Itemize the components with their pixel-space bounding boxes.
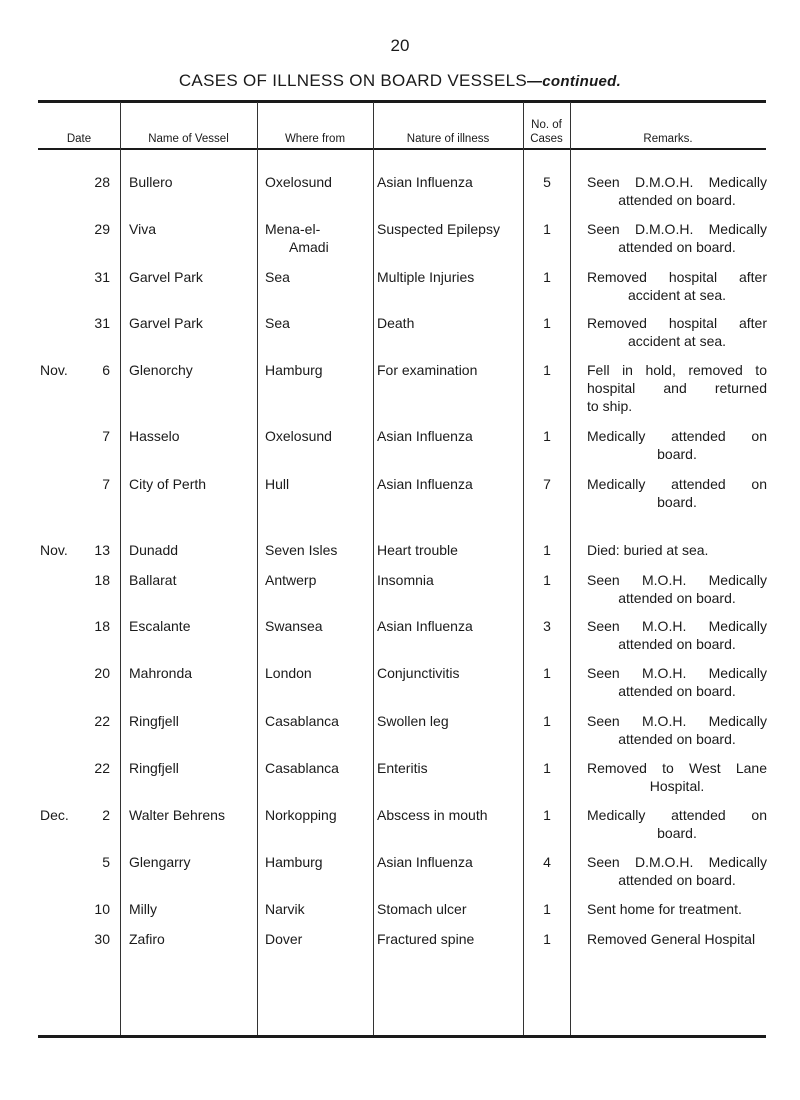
where-from-text: Swansea [265,618,323,634]
vessel-name-text: Glenorchy [129,362,193,378]
remarks-line: Medically attended on [587,428,767,444]
vessel-name-text: Garvel Park [129,269,203,285]
illness [377,173,527,191]
illness-text: Asian Influenza [377,854,473,870]
where-from [265,541,375,559]
column-divider [120,102,121,1035]
remarks [587,930,767,948]
vessel-name [129,571,255,589]
vessel-name [129,664,255,682]
illness [377,930,527,948]
where-from-text: London [265,665,312,681]
remarks [587,664,767,700]
remarks [587,806,767,842]
header-cases-line2: Cases [530,133,563,145]
vessel-name-text: Dunadd [129,542,179,558]
remarks-line: Removed hospital after [587,269,767,285]
header-illness: Nature of illness [406,133,490,145]
vessel-name [129,712,255,730]
remarks [587,541,767,559]
vessel-name-text: Walter Behrens [129,807,225,823]
case-count: 5 [543,174,551,190]
where-from [265,173,375,191]
illness-text: Heart trouble [377,542,458,558]
illness-text: Death [377,315,415,331]
date-month: Dec. [40,807,69,823]
remarks [587,268,767,304]
where-from-text: Dover [265,931,303,947]
vessel-name-text: Ringfjell [129,713,179,729]
illness [377,759,527,777]
remarks-line: attended on board. [618,590,736,606]
remarks-line: Seen M.O.H. Medically [587,572,767,588]
remarks-line: attended on board. [618,239,736,255]
column-divider [523,102,524,1035]
where-from [265,361,375,379]
vessel-name-text: Bullero [129,174,173,190]
case-count: 1 [543,315,551,331]
header-cases [523,106,570,146]
case-count: 1 [543,269,551,285]
illness-text: Multiple Injuries [377,269,475,285]
page-title [0,71,800,91]
vessel-name [129,806,255,824]
date-day: 28 [94,174,110,190]
where-from [265,617,375,635]
where-from-text: Oxelosund [265,174,332,190]
vessel-name [129,930,255,948]
remarks-line: Removed to West Lane [587,760,767,776]
case-count: 1 [543,807,551,823]
illness [377,314,527,332]
where-from-text: Antwerp [265,572,317,588]
vessel-name [129,427,255,445]
vessel-name-text: Escalante [129,618,191,634]
illness [377,617,527,635]
remarks [587,427,767,463]
vessel-name [129,759,255,777]
vessel-name [129,173,255,191]
case-count: 1 [543,362,551,378]
date-month: Nov. [40,362,68,378]
where-from [265,427,375,445]
illness-text: Fractured spine [377,931,475,947]
illness [377,900,527,918]
remarks-line: accident at sea. [627,333,727,349]
where-from [265,806,375,824]
date-day: 6 [102,362,110,378]
vessel-name-text: Garvel Park [129,315,203,331]
case-count: 1 [543,713,551,729]
cases-table [38,100,766,1100]
remarks-line: hospital and returned [587,380,767,396]
date-day: 10 [94,901,110,917]
vessel-name [129,475,255,493]
remarks [587,173,767,209]
remarks [587,314,767,350]
remarks-line: attended on board. [618,192,736,208]
where-from-text: Oxelosund [265,428,332,444]
remarks-line: Medically attended on [587,476,767,492]
vessel-name-text: Zafiro [129,931,165,947]
date-day: 7 [102,428,110,444]
where-from [265,930,375,948]
remarks-line: Seen M.O.H. Medically [587,665,767,681]
illness [377,664,527,682]
remarks-line: board. [657,446,697,462]
remarks-line: Removed General Hospital [587,931,756,947]
date-day: 31 [94,269,110,285]
illness-text: Stomach ulcer [377,901,467,917]
where-from [265,220,375,256]
column-divider [257,102,258,1035]
remarks-line: attended on board. [618,636,736,652]
date-day: 5 [102,854,110,870]
illness [377,268,527,286]
illness [377,220,527,238]
remarks-line: Seen M.O.H. Medically [587,618,767,634]
remarks-line: Removed hospital after [587,315,767,331]
illness [377,541,527,559]
remarks-line: Seen D.M.O.H. Medically [587,854,767,870]
vessel-name-text: Ballarat [129,572,177,588]
illness-text: Asian Influenza [377,476,473,492]
remarks-line: Seen D.M.O.H. Medically [587,221,767,237]
illness [377,427,527,445]
remarks-line: Died: buried at sea. [587,542,709,558]
table-top-rule [38,100,766,103]
header-cases-line1: No. of [531,119,562,131]
date-day: 18 [94,618,110,634]
remarks [587,712,767,748]
where-from-text: Hamburg [265,854,323,870]
date-day: 22 [94,713,110,729]
title-suffix: —continued. [526,73,622,90]
case-count: 1 [543,221,551,237]
case-count: 1 [543,542,551,558]
column-divider [570,102,571,1035]
remarks-line: Fell in hold, removed to [587,362,767,378]
vessel-name [129,900,255,918]
vessel-name [129,361,255,379]
vessel-name-text: Glengarry [129,854,191,870]
date-day: 18 [94,572,110,588]
where-from-text: Sea [265,315,290,331]
case-count: 1 [543,901,551,917]
remarks-line: Medically attended on [587,807,767,823]
header-where-from: Where from [284,133,346,145]
where-from-text: Seven Isles [265,542,338,558]
vessel-name [129,314,255,332]
date-day: 29 [94,221,110,237]
illness-text: Asian Influenza [377,618,473,634]
remarks-line: attended on board. [618,872,736,888]
illness-text: Suspected Epilepsy [377,221,500,237]
header-vessel: Name of Vessel [148,133,229,145]
where-from [265,268,375,286]
where-from-text: Sea [265,269,290,285]
remarks-line: Seen D.M.O.H. Medically [587,174,767,190]
remarks-line: to ship. [587,398,633,414]
case-count: 7 [543,476,551,492]
vessel-name [129,268,255,286]
header-remarks: Remarks. [643,133,693,145]
date-month: Nov. [40,542,68,558]
remarks [587,900,767,918]
vessel-name [129,541,255,559]
vessel-name-text: Ringfjell [129,760,179,776]
case-count: 1 [543,428,551,444]
remarks [587,571,767,607]
remarks-line: attended on board. [618,683,736,699]
remarks [587,853,767,889]
vessel-name [129,220,255,238]
illness-text: Asian Influenza [377,428,473,444]
page-number: 20 [390,36,410,55]
case-count: 1 [543,572,551,588]
table-bottom-rule [38,1035,766,1038]
remarks [587,759,767,795]
case-count: 3 [543,618,551,634]
vessel-name-text: Mahronda [129,665,193,681]
where-from-text: Mena-el- [265,221,321,237]
where-from [265,759,375,777]
date-day: 30 [94,931,110,947]
case-count: 1 [543,760,551,776]
date-day: 7 [102,476,110,492]
where-from-text: Casablanca [265,713,339,729]
where-from [265,664,375,682]
vessel-name-text: Hasselo [129,428,180,444]
remarks-line: board. [657,825,697,841]
vessel-name-text: Viva [129,221,156,237]
date-day: 13 [94,542,110,558]
illness [377,475,527,493]
vessel-name-text: Milly [129,901,157,917]
where-from-text: Hull [265,476,290,492]
vessel-name [129,617,255,635]
remarks-line: Sent home for treatment. [587,901,742,917]
where-from-text: Casablanca [265,760,339,776]
remarks [587,617,767,653]
where-from-text: Hamburg [265,362,323,378]
where-from-text: Norkopping [265,807,337,823]
title-text: CASES OF ILLNESS ON BOARD VESSELS [178,71,527,90]
header-rule [38,148,766,150]
vessel-name-text: City of Perth [129,476,207,492]
where-from-continued: Amadi [289,239,329,255]
illness [377,571,527,589]
illness-text: For examination [377,362,478,378]
where-from [265,712,375,730]
header-date: Date [66,133,92,145]
remarks-line: board. [657,494,697,510]
case-count: 1 [543,931,551,947]
illness-text: Abscess in mouth [377,807,488,823]
case-count: 4 [543,854,551,870]
remarks-line: Hospital. [649,778,705,794]
illness [377,712,527,730]
date-day: 20 [94,665,110,681]
date-day: 2 [102,807,110,823]
where-from [265,853,375,871]
where-from [265,475,375,493]
date-day: 22 [94,760,110,776]
where-from-text: Narvik [265,901,305,917]
case-count: 1 [543,665,551,681]
date-day: 31 [94,315,110,331]
remarks [587,220,767,256]
remarks-line: Seen M.O.H. Medically [587,713,767,729]
where-from [265,314,375,332]
remarks-line: accident at sea. [627,287,727,303]
illness-text: Insomnia [377,572,434,588]
illness [377,361,527,379]
where-from [265,900,375,918]
remarks [587,475,767,511]
illness-text: Conjunctivitis [377,665,460,681]
where-from [265,571,375,589]
illness [377,853,527,871]
illness-text: Asian Influenza [377,174,473,190]
illness-text: Swollen leg [377,713,449,729]
remarks [587,361,767,415]
remarks-line: attended on board. [618,731,736,747]
illness-text: Enteritis [377,760,428,776]
illness [377,806,527,824]
vessel-name [129,853,255,871]
